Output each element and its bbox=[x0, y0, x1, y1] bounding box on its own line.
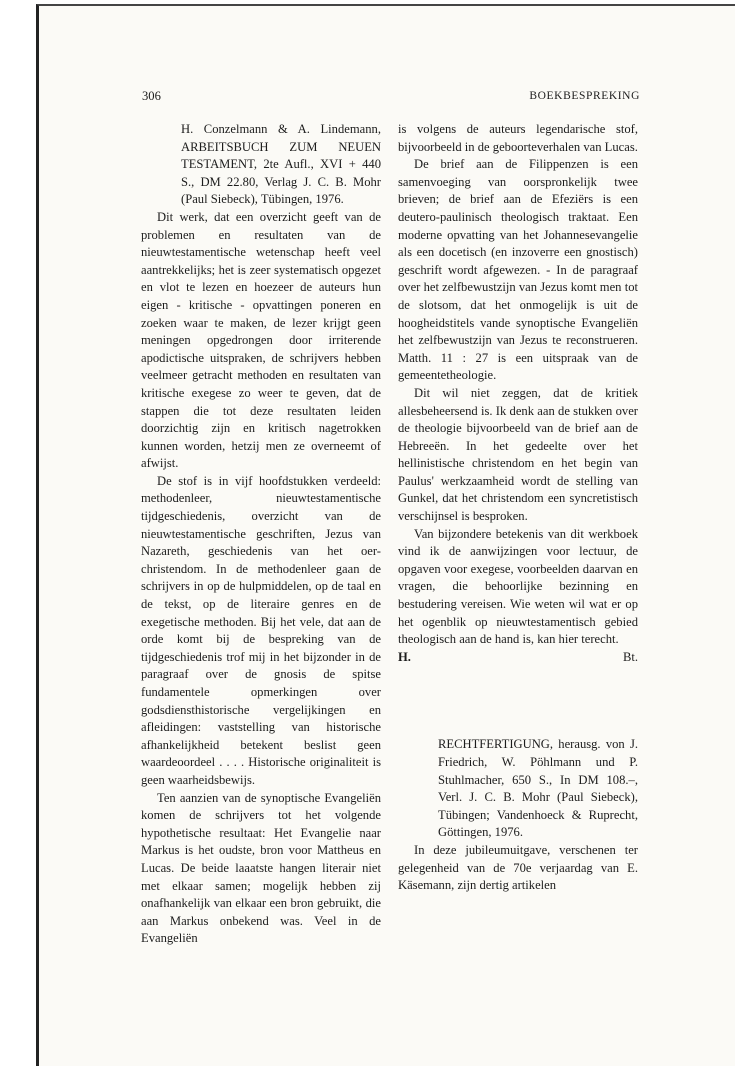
page-number: 306 bbox=[142, 89, 161, 103]
review1-paragraph: Dit wil niet zeggen, dat de kritiek allesbeheersend is. Ik denk aan de stukken over de theologie bijvoorbeeld van de brief aan de Hebreeën. In het gedeelte over het hellinistische christendom en het begin van Paulus' werkzaamheid wordt de stelling van Gunkel, dat het christendom een syncretistisch verschijnsel is besproken. bbox=[398, 385, 638, 524]
review1-paragraph: Van bijzondere betekenis van dit werkboek vind ik de aanwijzingen voor lectuur, de opgaven voor exegese, voorbeelden daarvan en vragen, die behoorlijke bezinning en bestudering vereisen. Wie weten wil wat er op het ogenblik op nieuwtestamentisch gebied theologisch aan de hand is, kan hier terecht. bbox=[398, 526, 638, 647]
signature-initial: H. bbox=[398, 649, 411, 664]
review1-paragraph: Ten aanzien van de synoptische Evangeliën komen de schrijvers tot het volgende hypothetische resultaat: Het Evangelie naar Markus is het oudste, bron voor Mattheus en Lucas. De beide laaatste hangen literair niet met elkaar samen; mogelijk hebben zij onafhankelijk van elkaar een bron gebruikt, die aan Markus onbekend was. Veel in de Evangeliën bbox=[141, 790, 381, 946]
review1-paragraph: De brief aan de Filippenzen is een samenvoeging van oorspronkelijk twee brieven; de brief aan de Efeziërs is een deutero-paulinisch theologisch traktaat. Een moderne opvatting van het Johannesevangelie als een docetisch (en inzoverre een gnostisch) geschrift wordt afgewezen. - In de paragraaf over het zelfbewustzijn van Jezus komt men tot de slotsom, dat het onmogelijk is uit de hoogheidstitels vande synoptische Evangeliën het zelfbewustzijn van Jezus te reconstrueren. Matth. 11 : 27 is een uitspraak van de gemeentetheologie. bbox=[398, 157, 638, 383]
review1-paragraph: Dit werk, dat een overzicht geeft van de problemen en resultaten van de nieuwtestamentische wetenschap heeft veel aantrekkelijks; het is zeer systematisch opgezet en vlot te lezen en hoezeer de auteurs hun eigen - kritische - opvattingen poneren en zoeken waar te maken, de lezer krijgt geen meningen opgedrongen door irriterende apodictische uitspraken, de schrijvers hebben veelmeer getracht methoden en resultaten van kritische exegese zo weer te geven, dat de stappen die tot deze resultaten leiden doorzichtig zijn en kritisch nagetrokken kunnen worden, hetzij men ze overneemt of afwijst. bbox=[141, 209, 381, 471]
signature-initials: Bt. bbox=[622, 649, 638, 664]
review2-bibliography: RECHTFERTIGUNG, herausg. von J. Friedrich, W. Pöhlmann und P. Stuhlmacher, 650 S., In DM 108.–, Verl. J. C. B. Mohr (Paul Siebeck), Tübingen; Vandenhoeck & Ruprecht, Göttingen, 1976. bbox=[438, 737, 638, 840]
review1-paragraph-continued: is volgens de auteurs legendarische stof, bijvoorbeeld in de geboorteverhalen van Lucas. bbox=[398, 122, 638, 154]
left-column bbox=[141, 121, 381, 948]
review1-signature bbox=[398, 649, 638, 667]
running-title: BOEKBESPREKING bbox=[529, 90, 640, 102]
review2-paragraph: In deze jubileumuitgave, verschenen ter gelegenheid van de 70e verjaardag van E. Käsemann, zijn dertig artikelen bbox=[398, 842, 638, 893]
review1-paragraph: De stof is in vijf hoofdstukken verdeeld: methodenleer, nieuwtestamentische tijdgeschiedenis, overzicht van de nieuwtestamentische geschriften, Jezus van Nazareth, geschiedenis van het oer-christendom. In de methodenleer gaan de schrijvers in op de hulpmiddelen, op de taal en de tekst, op de literaire genres en de exegetische methoden. Bij het vele, dat aan de orde komt bij de bespreking van de tijdgeschiedenis trof mij in het bijzonder in de paragraaf over de gnosis de spitse fundamentele opmerkingen over godsdiensthistorische vergelijkingen en afleidingen: vaststelling van historische afhankelijkheid betekent beslist geen waardeoordeel . . . . Historische originaliteit is geen waarheidsbewijs. bbox=[141, 473, 381, 787]
right-column bbox=[398, 121, 638, 895]
review1-bibliography: H. Conzelmann & A. Lindemann, ARBEITSBUCH ZUM NEUEN TESTAMENT, 2te Aufl., XVI + 440 S., DM 22.80, Verlag J. C. B. Mohr (Paul Siebeck), Tübingen, 1976. bbox=[181, 122, 381, 207]
